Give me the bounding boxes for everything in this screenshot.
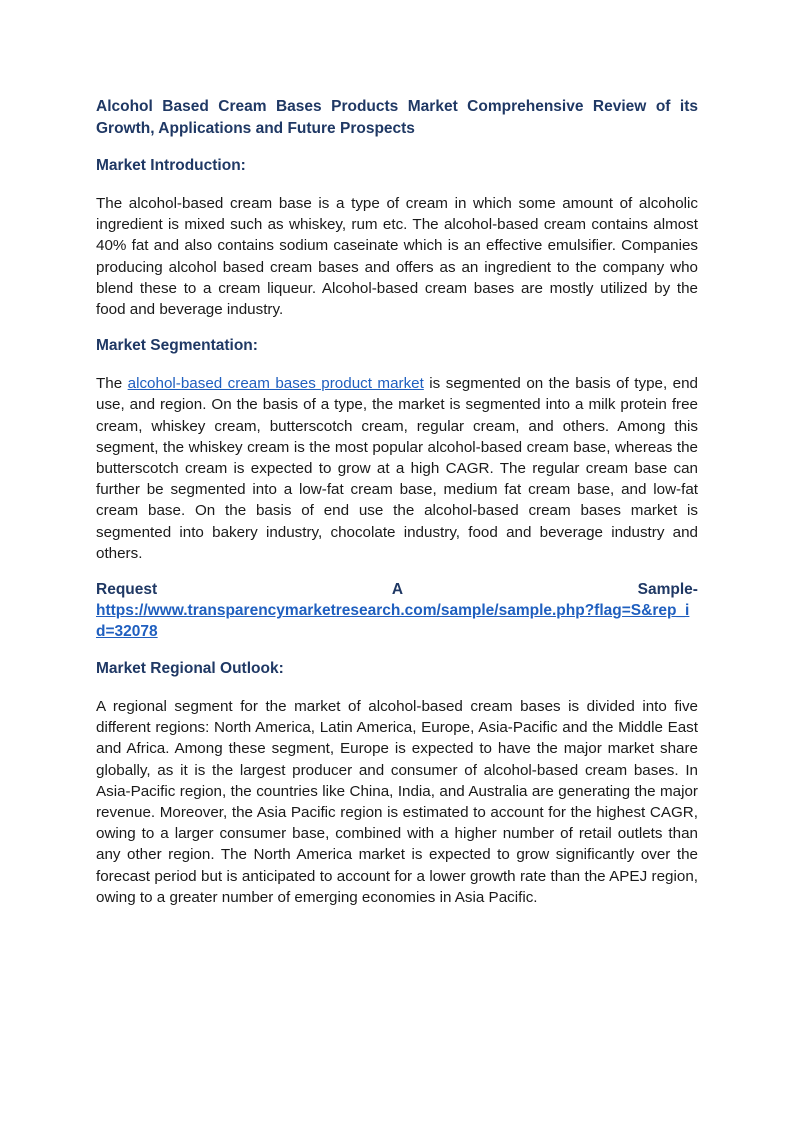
segmentation-body: is segmented on the basis of type, end use, and region. On the basis of a type, the market is segmented into a milk protein free cream, whiskey cream, butterscotch cream, regular cream, and others. Among this segment, the whiskey cream is the most popular alcohol-based cream base, whereas the butterscotch cream is expected to grow at a high CAGR. The regular cream base can further be segmented into a low-fat cream base, medium fat cream base, and low-fat cream base. On the basis of end use the alcohol-based cream bases market is segmented into bakery industry, chocolate industry, food and beverage industry and others. <box>96 375 699 562</box>
request-word-3: Sample- <box>637 581 698 599</box>
request-sample-block <box>96 579 698 642</box>
segmentation-prefix: The <box>96 375 128 393</box>
market-report-link[interactable]: alcohol-based cream bases product market <box>127 375 424 393</box>
intro-paragraph: The alcohol-based cream base is a type of cream in which some amount of alcoholic ingredient is mixed such as whiskey, rum etc. The alcohol-based cream contains almost 40% fat and also contains sodium caseinate which is an effective emulsifier. Companies producing alcohol based cream bases and offers as an ingredient to the company who blend these to a cream liqueur. Alcohol-based cream bases are mostly utilized by the food and beverage industry. <box>96 195 698 319</box>
segmentation-heading: Market Segmentation: <box>96 337 258 355</box>
request-sample-link[interactable]: https://www.transparencymarketresearch.com/sample/sample.php?flag=S&rep_id=32078 <box>96 602 690 641</box>
regional-heading: Market Regional Outlook: <box>96 660 284 678</box>
document-title: Alcohol Based Cream Bases Products Market Comprehensive Review of its Growth, Applications and Future Prospects <box>96 98 698 137</box>
request-word-1: Request <box>96 581 158 599</box>
segmentation-paragraph <box>96 373 698 564</box>
document-page <box>96 96 698 923</box>
regional-paragraph: A regional segment for the market of alcohol-based cream bases is divided into five different regions: North America, Latin America, Europe, Asia-Pacific and the Middle East and Africa. Among these segment, Europe is expected to have the major market share globally, as it is the largest producer and consumer of alcohol-based cream bases. In Asia-Pacific region, the countries like China, India, and Australia are generating the major revenue. Moreover, the Asia Pacific region is estimated to account for the highest CAGR, owing to a larger consumer base, combined with a higher number of retail outlets than any other region. The North America market is expected to grow significantly over the forecast period but is anticipated to account for a lower growth rate than the APEJ region, owing to a greater number of emerging economies in Asia Pacific. <box>96 698 698 906</box>
request-word-2: A <box>391 581 404 599</box>
intro-heading: Market Introduction: <box>96 157 246 174</box>
request-sample-label <box>96 579 698 600</box>
